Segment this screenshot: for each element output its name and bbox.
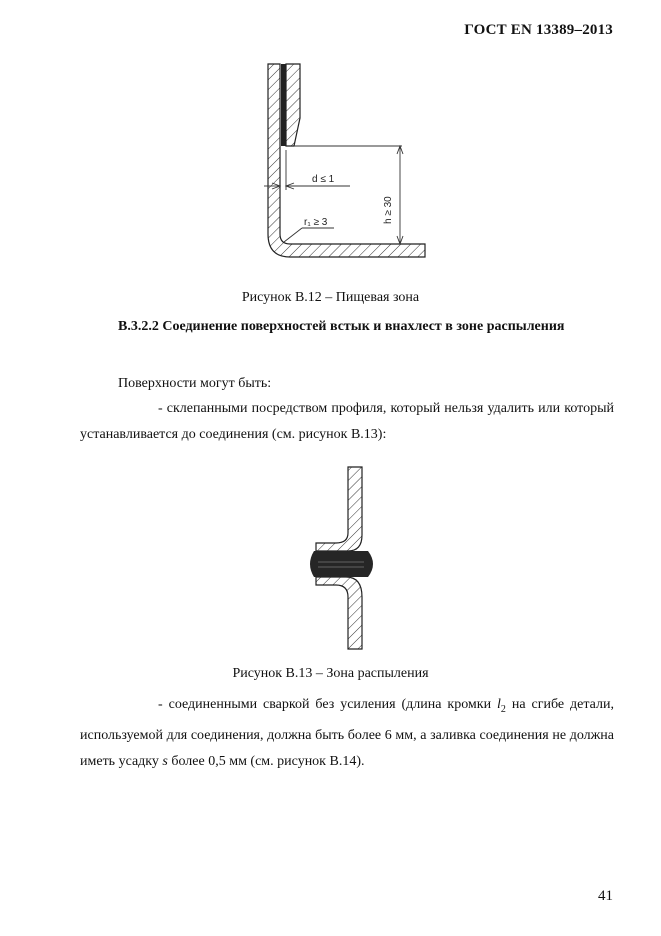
item-2-text-start: - соединенными сваркой без усиления (длина кромки (158, 697, 498, 712)
label-r: r₁ ≥ 3 (304, 217, 328, 228)
figure-13-drawing (296, 463, 386, 653)
fig12-inner-plate (286, 64, 300, 146)
section-heading: В.3.2.2 Соединение поверхностей встык и внахлест в зоне распыления (118, 319, 565, 334)
label-d: d ≤ 1 (312, 174, 335, 185)
paragraph-intro: Поверхности могут быть: (118, 376, 272, 391)
paragraph-item-1: - склепанными посредством профиля, который нельзя удалить или который устанавливается до соединения (см. рисунок В.13): (80, 401, 614, 442)
item-2-text-middle: на сгибе детали, используемой для соединения, должна быть более 6 мм, а заливка соединения не должна иметь усадку (80, 697, 615, 769)
symbol-l-subscript: 2 (500, 703, 506, 715)
item-2-text-end: более 0,5 мм (см. рисунок В.14). (167, 753, 365, 769)
figure-13-caption: Рисунок В.13 – Зона распыления (232, 666, 429, 681)
document-header: ГОСТ EN 13389–2013 (464, 22, 613, 38)
page-number: 41 (598, 888, 613, 904)
paragraph-item-2 (80, 692, 614, 775)
label-h: h ≥ 30 (383, 196, 394, 224)
fig13-upper-plate (316, 467, 362, 551)
fig13-joint (310, 551, 373, 577)
figure-12-drawing (250, 58, 440, 273)
fig12-seal (281, 64, 286, 146)
symbol-l: l (497, 697, 501, 712)
fig13-lower-plate (316, 577, 362, 649)
figure-12-caption: Рисунок В.12 – Пищевая зона (241, 290, 420, 305)
symbol-s: s (162, 753, 168, 769)
